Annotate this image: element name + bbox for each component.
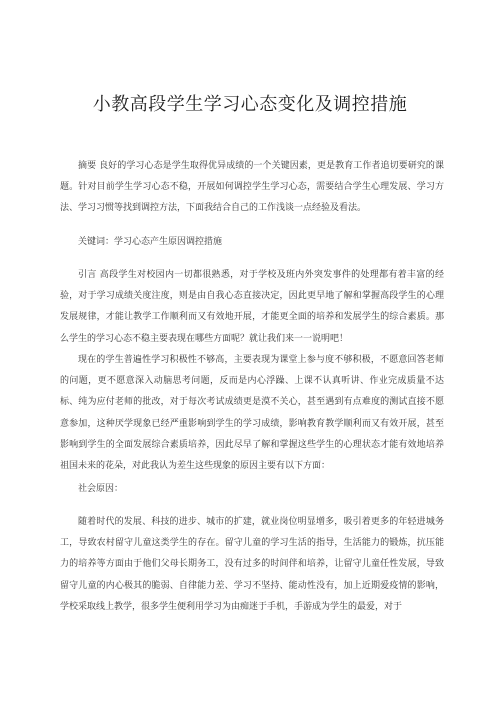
intro-label: 引言 — [78, 270, 97, 280]
keywords-section — [60, 232, 444, 253]
intro-section — [60, 265, 444, 350]
keywords-line: 关键词：学习心态产生原因调控措施 — [78, 237, 223, 247]
intro-paragraph — [60, 265, 444, 350]
body-section-2 — [60, 512, 444, 618]
abstract-label: 摘要 — [78, 161, 97, 171]
body-paragraph-1: 现在的学生普遍性学习积极性不够高，主要表现为课堂上参与度不够积极，不愿意回答老师的问题，更不愿意深入动脑思考问题，反而是内心浮躁、上课不认真听讲、作业完成质量不达标、纯为应付老师的批改，对于每次考试成绩更是漠不关心，甚至遇到有点难度的测试直接不愿意参加，这种厌学现象已经严重影响到学生的学习成绩，影响教育教学顺利而又有效开展，甚至影响到学生的全面发展综合素质培养，因此尽早了解和掌握这些学生的心理状态才能有效地培养祖国未来的花朵，对此我认为差生这些现象的原因主要有以下方面： — [60, 355, 444, 472]
body-section-1 — [60, 350, 444, 477]
abstract-section — [60, 156, 444, 220]
section-heading-social: 社会原因： — [78, 484, 124, 494]
intro-text: 高段学生对校园内一切都很熟悉，对于学校及班内外突发事件的处理都有着丰富的经验，对于学习成绩关度注度，则是由自我心态直接决定，因此更早地了解和掌握高段学生的心理发展规律，才能让教学工作顺利而又有效地开展，才能更全面的培养和发展学生的综合素质。那么学生的学习心态不稳主要表现在哪些方面呢？就让我们来一一说明吧！ — [60, 270, 444, 344]
document-title: 小教高段学生学习心态变化及调控措施 — [92, 94, 408, 115]
social-heading-section — [60, 479, 444, 500]
body-paragraph-2: 随着时代的发展、科技的进步、城市的扩建，就业岗位明显增多，吸引着更多的年轻进城务工，导致农村留守儿童这类学生的存在。留守儿童的学习生活的指导，生活能力的锻炼，抗压能力的培养等方面由于他们父母长期务工，没有过多的时间伴和培养，让留守儿童任性发展，导致留守儿童的内心极其的脆弱、自律能力差、学习不坚持、能动性没有，加上近期爱疫情的影响，学校采取线上教学，很多学生便利用学习为由痴迷于手机，手游成为学生的最爱，对于 — [60, 517, 444, 612]
abstract-paragraph — [60, 156, 444, 220]
abstract-text: 良好的学习心态是学生取得优异成绩的一个关键因素，更是教育工作者追切要研究的课题。针对目前学生学习心态不稳，开展如何调控学生学习心态，需要结合学生心理发展、学习方法、学习习惯等找到调控方法，下面我结合自己的工作浅谈一点经验及看法。 — [60, 161, 444, 214]
